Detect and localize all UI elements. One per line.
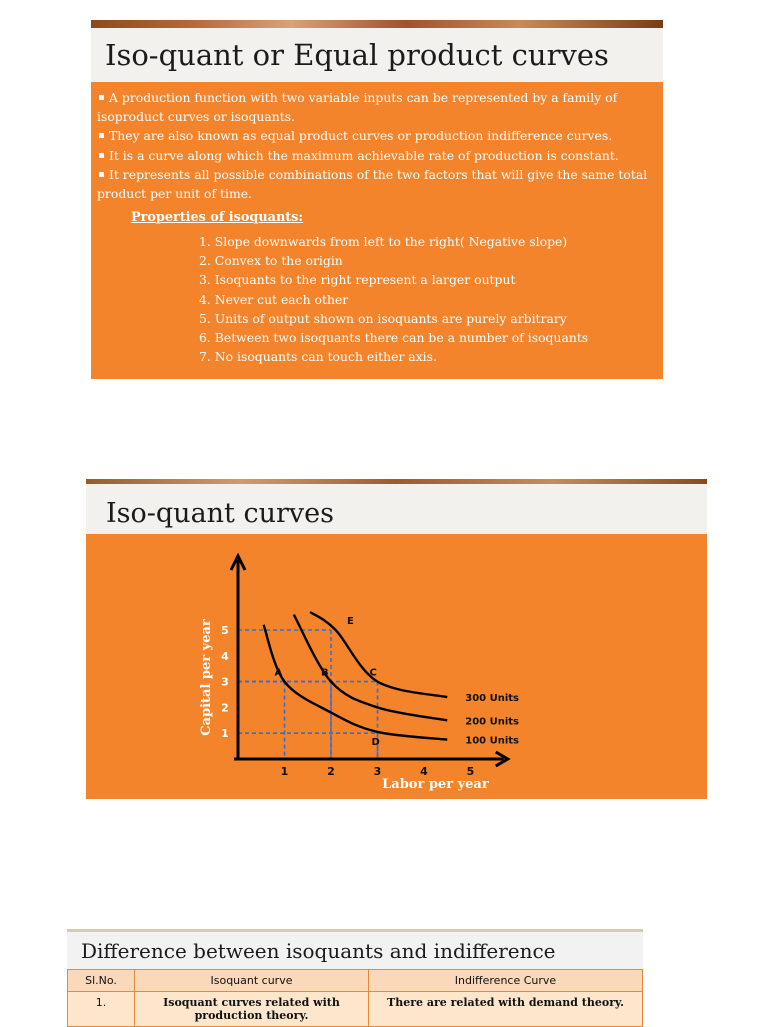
table-cell: Isoquant curves related with production theory. xyxy=(135,992,369,1027)
table-row xyxy=(68,992,643,1027)
property-item: 3. Isoquants to the right represent a larger output xyxy=(199,272,516,288)
y-axis-label: Capital per year xyxy=(199,619,214,736)
point-label: B xyxy=(321,667,329,679)
slide-title: Iso-quant or Equal product curves xyxy=(105,38,609,72)
y-tick-label: 2 xyxy=(221,701,229,715)
slide-content-panel xyxy=(86,534,707,858)
x-tick-label: 2 xyxy=(327,765,335,778)
y-tick-label: 1 xyxy=(221,727,229,741)
table-header-row xyxy=(68,970,643,992)
series-label: 300 Units xyxy=(465,693,520,705)
property-item: 7. No isoquants can touch either axis. xyxy=(199,349,437,365)
slide-content-panel xyxy=(91,82,663,379)
slide-title: Iso-quant curves xyxy=(106,498,334,529)
point-label: D xyxy=(371,737,380,749)
y-tick-label: 4 xyxy=(221,649,229,663)
isoquant-curve xyxy=(264,625,448,740)
point-label: E xyxy=(347,616,354,627)
bullet-item: It is a curve along which the maximum achievable rate of production is constant. xyxy=(97,146,657,165)
column-header-slno: Sl.No. xyxy=(68,970,135,992)
slide-title-bar xyxy=(67,932,643,969)
slide-title-bar xyxy=(86,484,707,534)
slide-isoquant-chart xyxy=(86,479,707,858)
bullet-square-icon xyxy=(99,133,104,138)
series-label: 200 Units xyxy=(465,716,520,728)
series-label: 100 Units xyxy=(465,735,520,747)
property-item: 1. Slope downwards from left to the right( Negative slope) xyxy=(199,234,568,249)
bullet-list xyxy=(97,88,657,203)
bullet-square-icon xyxy=(99,172,104,177)
comparison-table xyxy=(67,969,643,1027)
point-label: A xyxy=(274,667,283,679)
slide-title: Difference between isoquants and indifference xyxy=(81,939,556,963)
column-header-isoquant: Isoquant curve xyxy=(135,970,369,992)
bullet-square-icon xyxy=(99,153,104,158)
x-tick-label: 4 xyxy=(420,765,428,778)
bullet-item: They are also known as equal product curves or production indifference curves. xyxy=(97,126,657,145)
table-cell: There are related with demand theory. xyxy=(369,992,643,1027)
property-item: 2. Convex to the origin xyxy=(199,253,343,269)
property-item: 5. Units of output shown on isoquants are purely arbitrary xyxy=(199,310,567,326)
x-tick-label: 5 xyxy=(466,765,475,778)
x-tick-label: 1 xyxy=(280,765,289,778)
table-cell: 1. xyxy=(68,992,135,1027)
slide-isoquant-definition xyxy=(91,20,663,379)
slide-difference-table xyxy=(67,929,643,1024)
isoquant-chart xyxy=(86,534,707,799)
bullet-item: A production function with two variable inputs can be represented by a family of isoproduct curves or isoquants. xyxy=(97,90,618,125)
bullet-item: It represents all possible combinations of the two factors that will give the same total product per unit of time. xyxy=(97,166,648,202)
chart-credit: ©TheVenezuelanEconomist.WordPress.com xyxy=(236,847,455,858)
property-item: 4. Never cut each other xyxy=(199,291,349,307)
y-tick-label: 3 xyxy=(221,675,229,689)
column-header-indifference: Indifference Curve xyxy=(369,970,643,992)
properties-heading: Properties of isoquants: xyxy=(131,210,304,225)
slide-decor-bar xyxy=(91,20,663,28)
y-tick-label: 5 xyxy=(221,624,229,637)
x-axis-label: Labor per year xyxy=(382,777,489,792)
slide-title-bar xyxy=(91,28,663,82)
point-label: C xyxy=(369,667,377,679)
property-item: 6. Between two isoquants there can be a number of isoquants xyxy=(199,330,589,346)
x-tick-label: 3 xyxy=(373,765,382,778)
properties-list xyxy=(199,232,588,366)
bullet-square-icon xyxy=(99,95,104,100)
